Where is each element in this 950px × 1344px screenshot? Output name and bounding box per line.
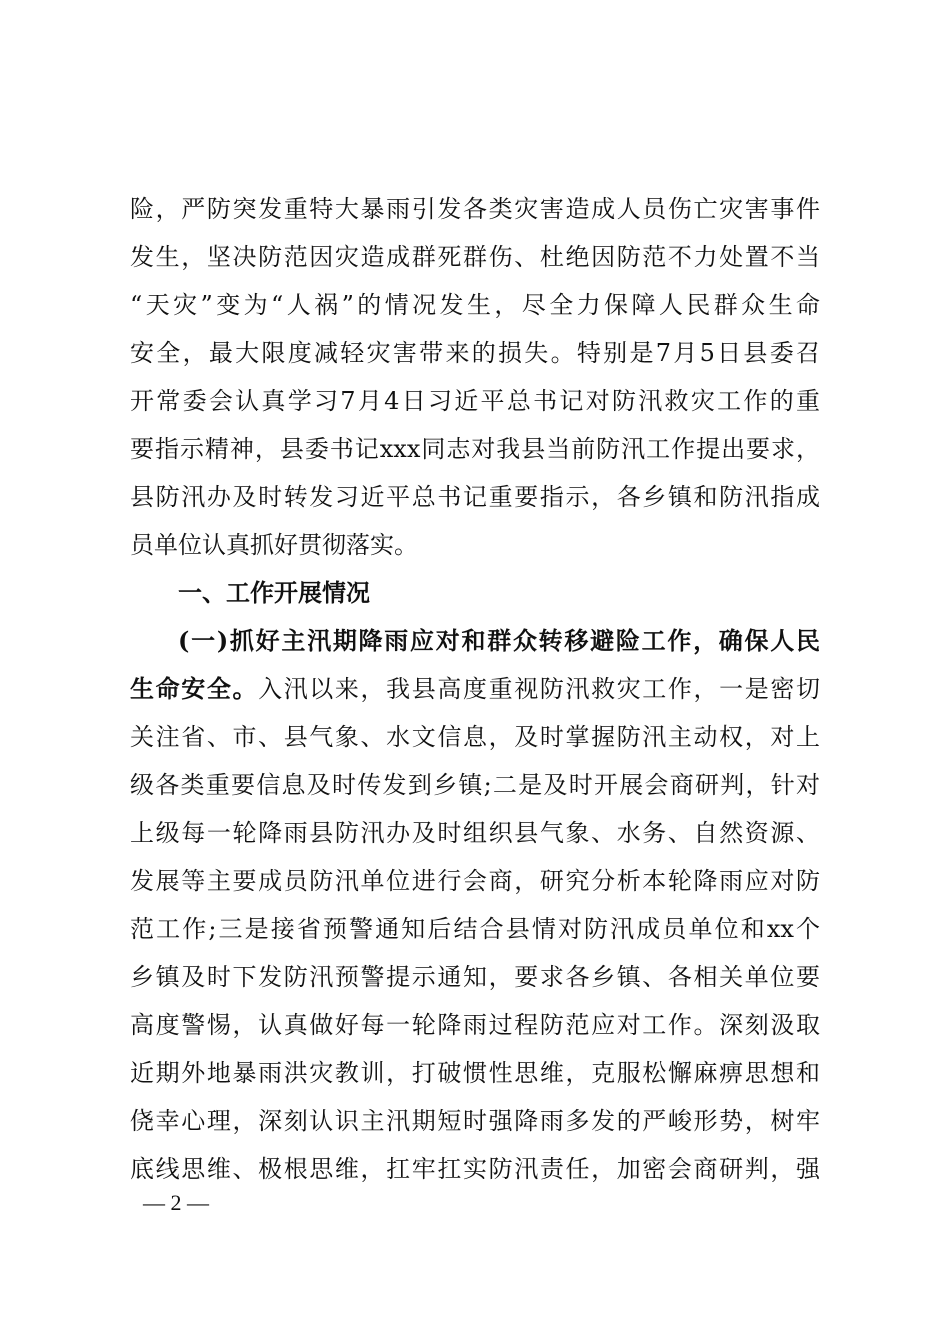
paragraph-line: 发生，坚决防范因灾造成群死群伤、杜绝因防范不力处置不当	[130, 243, 820, 271]
paragraph-line: 乡镇及时下发防汛预警提示通知，要求各乡镇、各相关单位要	[130, 963, 820, 991]
subsection-title: (一)抓好主汛期降雨应对和群众转移避险工作，确保人民	[178, 626, 820, 655]
subsection-first-line	[130, 670, 820, 718]
paragraph-line: 近期外地暴雨洪灾教训，打破惯性思维，克服松懈麻痹思想和	[130, 1059, 820, 1087]
paragraph-line: 侥幸心理，深刻认识主汛期短时强降雨多发的严峻形势，树牢	[130, 1107, 820, 1135]
paragraph-line: 高度警惕，认真做好每一轮降雨过程防范应对工作。深刻汲取	[130, 1011, 820, 1039]
page-number: — 2 —	[143, 1190, 209, 1215]
paragraph-line: 级各类重要信息及时传发到乡镇;二是及时开展会商研判，针对	[130, 771, 820, 799]
paragraph-line: 安全，最大限度减轻灾害带来的损失。特别是7月5日县委召	[130, 339, 820, 367]
paragraph-line: 底线思维、极根思维，扛牢扛实防汛责任，加密会商研判，强	[130, 1155, 820, 1183]
subsection-title-cont: 生命安全。	[130, 674, 259, 703]
section-heading: 一、工作开展情况	[178, 579, 370, 607]
subsection-body-start: 入汛以来，我县高度重视防汛救灾工作，一是密切	[258, 675, 820, 703]
paragraph-line: 员单位认真抓好贯彻落实。	[130, 531, 418, 559]
paragraph-line: 开常委会认真学习7月4日习近平总书记对防汛救灾工作的重	[130, 387, 820, 415]
paragraph-line: 县防汛办及时转发习近平总书记重要指示，各乡镇和防汛指成	[130, 483, 820, 511]
paragraph-line: 关注省、市、县气象、水文信息，及时掌握防汛主动权，对上	[130, 723, 820, 751]
paragraph-line: “天灾”变为“人祸”的情况发生，尽全力保障人民群众生命	[130, 291, 820, 319]
paragraph-line: 范工作;三是接省预警通知后结合县情对防汛成员单位和xx个	[130, 915, 820, 943]
paragraph-line: 要指示精神，县委书记xxx同志对我县当前防汛工作提出要求，	[130, 435, 820, 463]
paragraph-line: 险，严防突发重特大暴雨引发各类灾害造成人员伤亡灾害事件	[130, 195, 820, 223]
paragraph-line: 发展等主要成员防汛单位进行会商，研究分析本轮降雨应对防	[130, 867, 820, 895]
document-body	[130, 190, 820, 1198]
paragraph-line: 上级每一轮降雨县防汛办及时组织县气象、水务、自然资源、	[130, 819, 820, 847]
